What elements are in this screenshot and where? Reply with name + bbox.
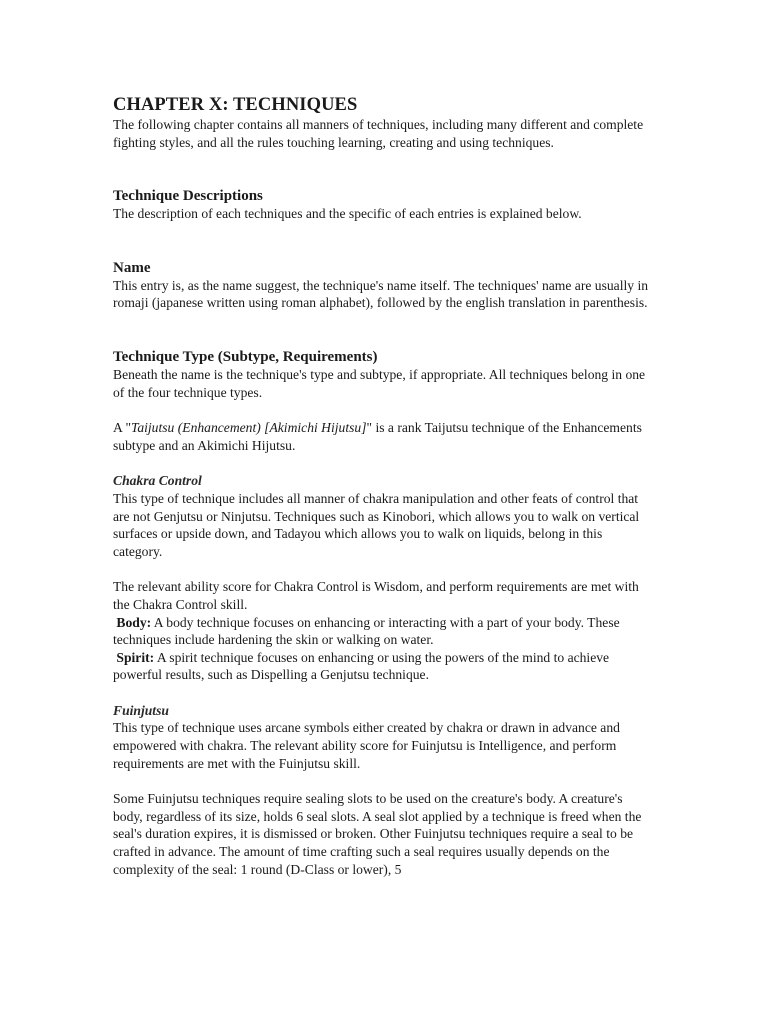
spacer bbox=[113, 560, 653, 578]
technique-descriptions-heading: Technique Descriptions bbox=[113, 188, 263, 205]
chakra-control-text-2: The relevant ability score for Chakra Control is Wisdom, and perform requirements are met with the Chakra Control skill. bbox=[113, 579, 639, 612]
example-italic: Taijutsu (Enhancement) [Akimichi Hijutsu] bbox=[131, 420, 367, 436]
technique-type-heading: Technique Type (Subtype, Requirements) bbox=[113, 348, 378, 365]
example-suffix: " is a rank Taijutsu technique of the Enhancements subtype and an Akimichi Hijutsu. bbox=[113, 420, 642, 453]
document-page bbox=[113, 94, 653, 878]
technique-type-text: Beneath the name is the technique's type and subtype, if appropriate. All techniques belong in one of the four technique types. bbox=[113, 366, 646, 400]
name-text: This entry is, as the name suggest, the technique's name itself. The techniques' name are usually in romaji (japanese written using roman alphabet), followed by the english translation in parenthesis. bbox=[113, 277, 649, 311]
name-heading: Name bbox=[113, 259, 151, 276]
body-entry bbox=[113, 614, 653, 649]
spacer bbox=[113, 151, 653, 187]
chakra-control-heading: Chakra Control bbox=[113, 473, 202, 489]
spacer bbox=[113, 223, 653, 259]
technique-descriptions-text: The description of each techniques and the specific of each entries is explained below. bbox=[113, 206, 582, 222]
fuinjutsu-text-2: Some Fuinjutsu techniques require sealing slots to be used on the creature's body. A creature's body, regardless of its size, holds 6 seal slots. A seal slot applied by a technique is freed when the seal's duration expires, it is dismissed or broken. Other Fuinjutsu techniques require a seal to be crafted in advance. The amount of time crafting such a seal requires usually depends on the complexity of the seal: 1 round (D-Class or lower), 5 bbox=[113, 791, 642, 877]
spacer bbox=[113, 401, 653, 419]
fuinjutsu-heading: Fuinjutsu bbox=[113, 702, 169, 718]
spacer bbox=[113, 772, 653, 790]
chapter-title: CHAPTER X: TECHNIQUES bbox=[113, 95, 358, 115]
spacer bbox=[113, 454, 653, 472]
spirit-label: Spirit: bbox=[116, 649, 155, 665]
example-prefix: A " bbox=[113, 420, 132, 436]
chakra-control-text-1: This type of technique includes all manner of chakra manipulation and other feats of control that are not Genjutsu or Ninjutsu. Techniques such as Kinobori, which allows you to walk on vertical surfaces or upside down, and Tadayou which allows you to walk on liquids, belong in this category. bbox=[113, 490, 640, 559]
body-text: A body technique focuses on enhancing or interacting with a part of your body. These techniques include hardening the skin or walking on water. bbox=[113, 614, 620, 648]
spirit-entry bbox=[113, 649, 653, 684]
spacer bbox=[113, 684, 653, 702]
spacer bbox=[113, 312, 653, 348]
spirit-text: A spirit technique focuses on enhancing or using the powers of the mind to achieve powerful results, such as Dispelling a Genjutsu technique. bbox=[113, 649, 610, 683]
body-label: Body: bbox=[116, 614, 152, 630]
chapter-intro: The following chapter contains all manners of techniques, including many different and complete fighting styles, and all the rules touching learning, creating and using techniques. bbox=[113, 117, 644, 150]
fuinjutsu-text-1: This type of technique uses arcane symbols either created by chakra or drawn in advance and empowered with chakra. The relevant ability score for Fuinjutsu is Intelligence, and perform requirements are met with the Fuinjutsu skill. bbox=[113, 720, 620, 771]
technique-type-example bbox=[113, 419, 653, 454]
